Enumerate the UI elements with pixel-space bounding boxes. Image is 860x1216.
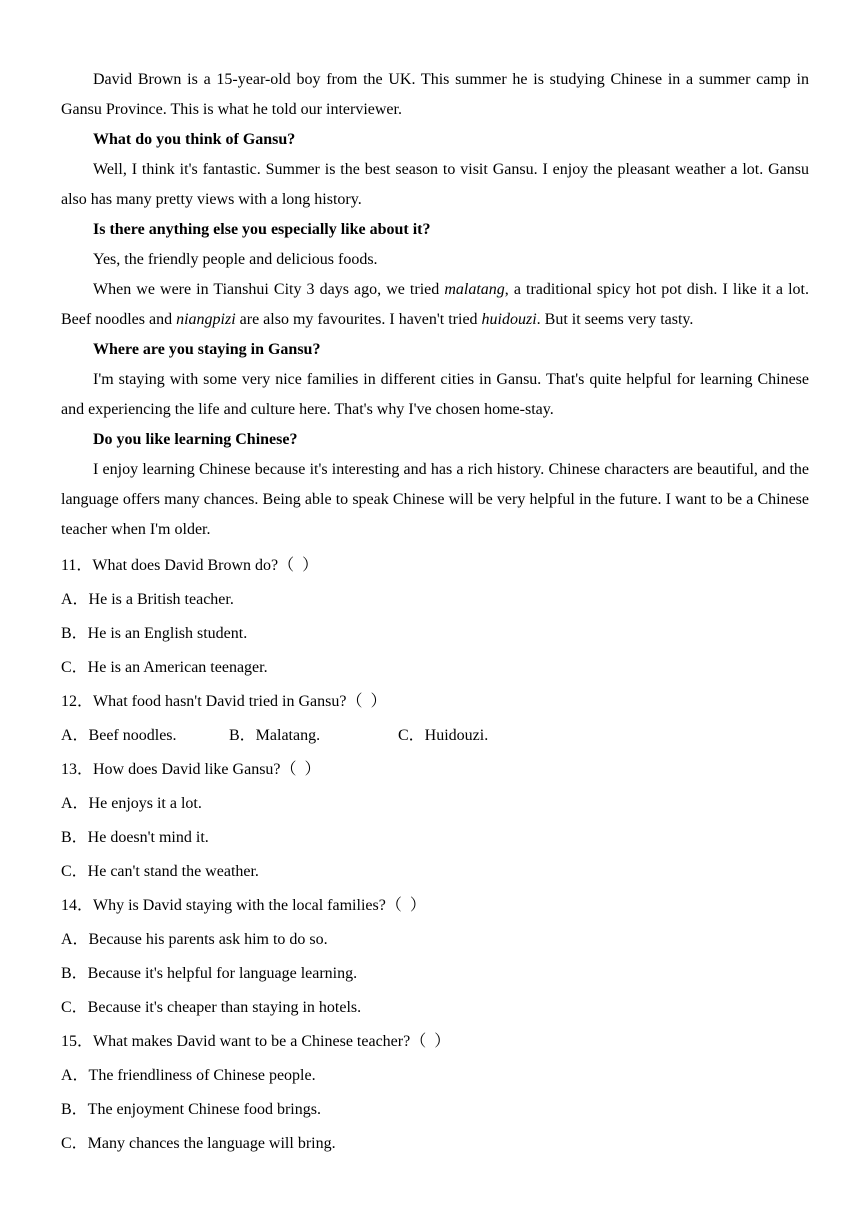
food-term-niangpizi: niangpizi — [176, 311, 236, 328]
answer-text: When we were in Tianshui City 3 days ago, we tried — [93, 281, 445, 298]
option-a[interactable]: A．He enjoys it a lot. — [61, 795, 202, 812]
option-a[interactable]: A．The friendliness of Chinese people. — [61, 1067, 316, 1084]
option-a[interactable]: A．He is a British teacher. — [61, 591, 234, 608]
answer-text: , a traditional spicy hot pot dish. I like it a lot. Beef noodles and — [61, 281, 810, 328]
option-b[interactable]: B．He is an English student. — [61, 625, 248, 642]
option-c[interactable]: C．Many chances the language will bring. — [61, 1135, 336, 1152]
question-stem: 12．What food hasn't David tried in Gansu?（ ） — [61, 693, 387, 710]
question-stem: 14．Why is David staying with the local families?（ ） — [61, 897, 426, 914]
option-a[interactable]: A．Beef noodles. — [61, 727, 177, 744]
food-term-huidouzi: huidouzi — [481, 311, 537, 328]
interview-answer-1: Well, I think it's fantastic. Summer is the best season to visit Gansu. I enjoy the pleasant weather a lot. Gansu also has many pretty views with a long history. — [61, 161, 809, 208]
options-row — [61, 719, 809, 753]
food-term-malatang: malatang — [444, 281, 505, 298]
option-c[interactable]: C．Huidouzi. — [398, 727, 489, 744]
answer-text: are also my favourites. I haven't tried — [235, 311, 482, 328]
option-a[interactable]: A．Because his parents ask him to do so. — [61, 931, 328, 948]
interview-answer-2b — [61, 275, 809, 335]
question-12 — [61, 685, 809, 753]
question-stem: 15．What makes David want to be a Chinese teacher?（ ） — [61, 1033, 451, 1050]
option-b[interactable]: B．He doesn't mind it. — [61, 829, 209, 846]
option-c[interactable]: C．He is an American teenager. — [61, 659, 268, 676]
option-b[interactable]: B．Because it's helpful for language learning. — [61, 965, 358, 982]
interview-answer-4: I enjoy learning Chinese because it's interesting and has a rich history. Chinese characters are beautiful, and the language offers many chances. Being able to speak Chinese will be very helpful in the future. I want to be a Chinese teacher when I'm older. — [61, 461, 809, 538]
interview-question-4: Do you like learning Chinese? — [93, 431, 298, 448]
document-page — [61, 65, 809, 1161]
option-b[interactable]: B．The enjoyment Chinese food brings. — [61, 1101, 321, 1118]
question-14 — [61, 889, 809, 1025]
option-c[interactable]: C．He can't stand the weather. — [61, 863, 259, 880]
answer-text: . But it seems very tasty. — [536, 311, 694, 328]
question-stem: 11．What does David Brown do?（ ） — [61, 557, 319, 574]
option-b[interactable]: B．Malatang. — [229, 727, 321, 744]
interview-question-1: What do you think of Gansu? — [93, 131, 296, 148]
question-11 — [61, 549, 809, 685]
question-list — [61, 549, 809, 1161]
interview-answer-3: I'm staying with some very nice families in different cities in Gansu. That's quite helpful for learning Chinese and experiencing the life and culture here. That's why I've chosen home-stay. — [61, 371, 809, 418]
option-c[interactable]: C．Because it's cheaper than staying in hotels. — [61, 999, 362, 1016]
question-stem: 13．How does David like Gansu?（ ） — [61, 761, 321, 778]
interview-question-3: Where are you staying in Gansu? — [93, 341, 321, 358]
question-15 — [61, 1025, 809, 1161]
question-13 — [61, 753, 809, 889]
interview-answer-2a: Yes, the friendly people and delicious foods. — [93, 251, 378, 268]
passage-intro: David Brown is a 15-year-old boy from the UK. This summer he is studying Chinese in a summer camp in Gansu Province. This is what he told our interviewer. — [61, 71, 809, 118]
interview-question-2: Is there anything else you especially like about it? — [93, 221, 431, 238]
